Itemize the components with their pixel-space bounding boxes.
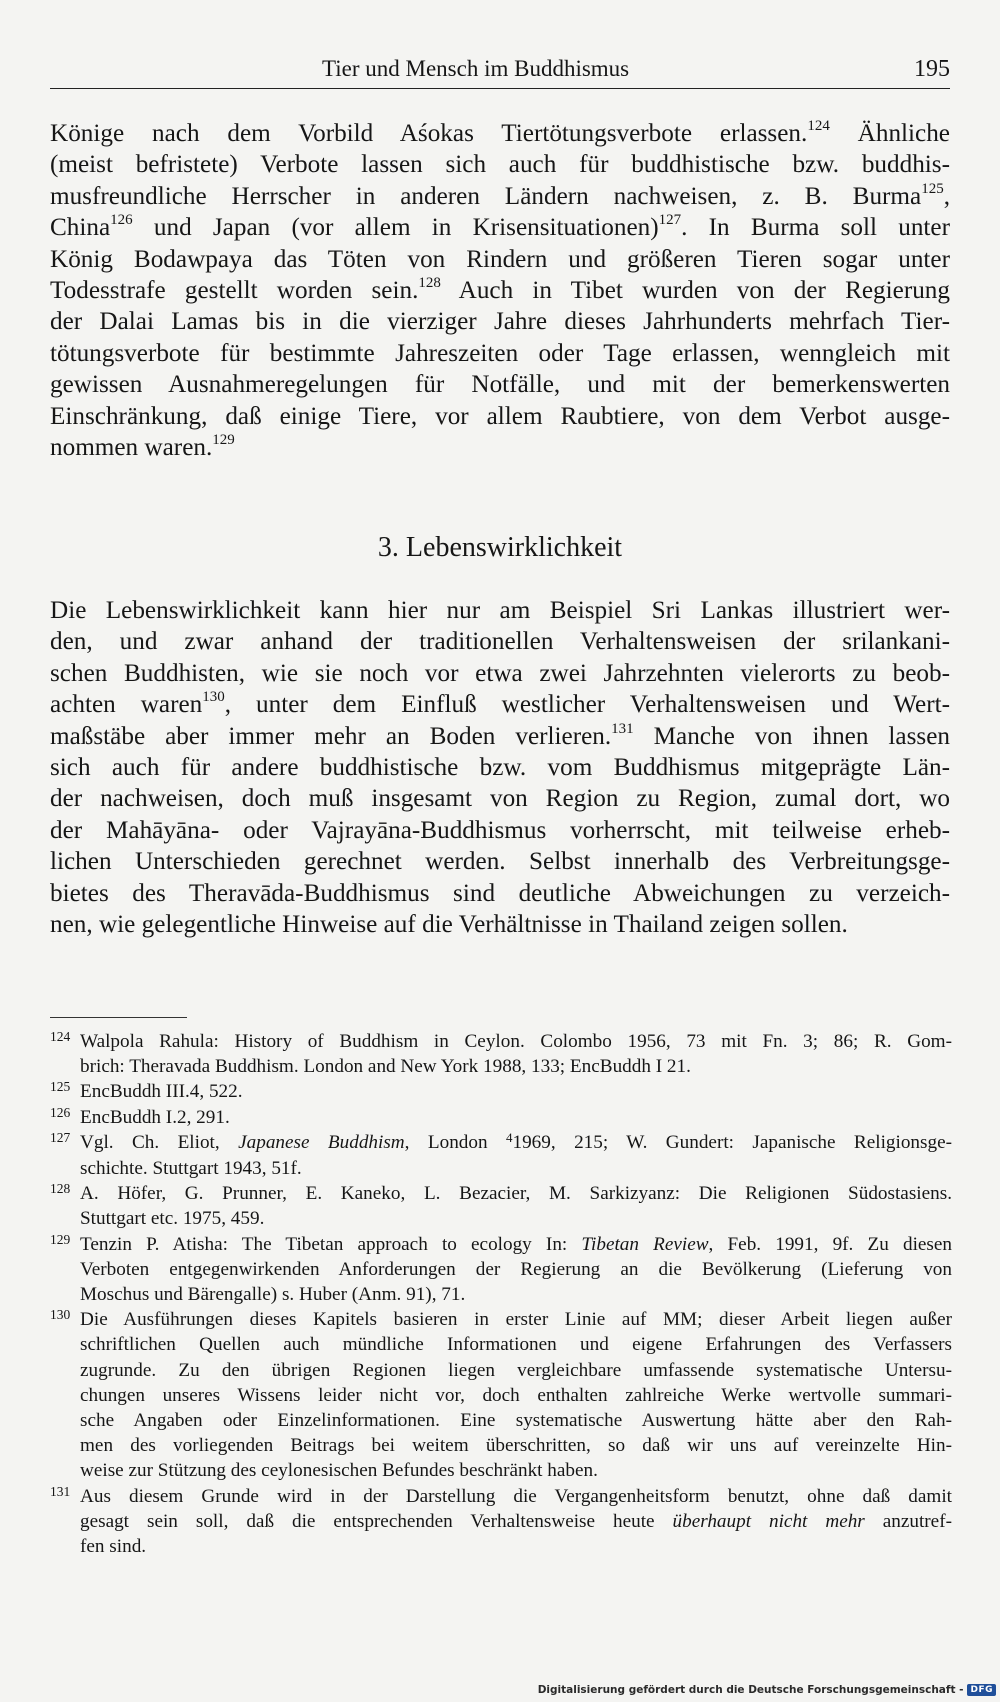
footnote-line: Die Ausführungen dieses Kapitels basieren in erster Linie auf MM; dieser Arbeit liegen außer [80,1309,952,1331]
text-line [50,595,950,626]
footnote-128 [50,1181,952,1231]
footnote-line: schichte. Stuttgart 1943, 51f. [80,1158,302,1180]
text-run: lichen Unterschieden gerechnet werden. Selbst innerhalb des Verbreitungsge- [50,848,950,876]
footnote-125 [50,1079,952,1104]
italic-title: überhaupt nicht mehr [672,1510,865,1532]
text-run: Manche von ihnen lassen [633,722,950,750]
text-run: der nachweisen, doch muß insgesamt von Region zu Region, zumal dort, wo [50,785,950,813]
footnote-line: men des vorliegenden Beitrags bei weitem überschritten, so daß wir uns auf vereinzelte Hin- [80,1435,952,1457]
text-run: Könige nach dem Vorbild Aśokas Tiertötungsverbote erlassen. [50,120,808,147]
footnote-line: Verboten entgegenwirkenden Anforderungen der Regierung an die Bevölkerung (Lieferung von [80,1258,952,1280]
text-line [50,118,950,149]
text-run: und Japan (vor allem in Krisensituationen) [132,214,659,242]
footnote-number: 130 [50,1307,71,1323]
text-run: Einschränkung, daß einige Tiere, vor allem Raubtiere, von dem Verbot ausge- [50,402,950,430]
footnote-number: 128 [50,1181,71,1197]
text-run: Todesstrafe gestellt worden sein. [50,277,419,305]
text-run: der Dalai Lamas bis in die vierziger Jahre dieses Jahrhunderts mehrfach Tier- [50,308,950,336]
text-run: der Mahāyāna- oder Vajrayāna-Buddhismus vorherrscht, mit teilweise erheb- [50,816,950,844]
footnote-line: Stuttgart etc. 1975, 459. [80,1208,265,1230]
text-run: bietes des Theravāda-Buddhismus sind deutliche Abweichungen zu verzeich- [50,879,950,907]
footnote-number: 124 [50,1029,71,1044]
text-line [50,275,950,306]
footnote-line: weise zur Stützung des ceylonesischen Befundes beschränkt haben. [80,1460,598,1482]
text-line [50,181,950,212]
text-line [50,369,950,400]
footnote-126 [50,1105,952,1130]
footnote-line: A. Höfer, G. Prunner, E. Kaneko, L. Bezacier, M. Sarkizyanz: Die Religionen Südostasiens. [80,1183,952,1205]
italic-title: Tibetan Review [581,1233,709,1255]
footnote-line: Tenzin P. Atisha: The Tibetan approach to ecology In: Tibetan Review, Feb. 1991, 9f. Zu diesen [80,1233,952,1255]
text-run: achten waren [50,691,203,719]
text-run: Die Lebenswirklichkeit kann hier nur am Beispiel Sri Lankas illustriert wer- [50,597,950,624]
footnote-line: sche Angaben oder Einzelinformationen. Eine systematische Auswertung hätte aber den Rah- [80,1410,952,1432]
footnote-reference: 126 [110,212,133,229]
credit-text: Digitalisierung gefördert durch die Deutsche Forschungsgemeinschaft - [537,1684,964,1696]
text-line [50,815,950,846]
text-run: musfreundliche Herrscher in anderen Ländern nachweisen, z. B. Burma [50,182,922,210]
text-run: den, und zwar anhand der traditionellen Verhaltensweisen der srilankani- [50,628,950,656]
footnote-reference: 125 [921,180,944,197]
footnote-reference: 128 [418,275,441,292]
text-run: Auch in Tibet wurden von der Regierung [440,277,950,305]
footnote-number: 125 [50,1079,71,1095]
text-line [50,338,950,369]
running-title: Tier und Mensch im Buddhismus [322,56,630,81]
text-run: sich auch für andere buddhistische bzw. vom Buddhismus mitgeprägte Län- [50,754,950,782]
text-line [50,721,950,752]
text-run: . In Burma soll unter [681,214,950,242]
text-line [50,752,950,783]
footnote-131 [50,1484,952,1560]
text-run: , unter dem Einfluß westlicher Verhaltensweisen und Wert- [224,691,950,719]
text-run: China [50,214,111,242]
footnote-line: schriftlichen Quellen auch mündliche Informationen und eigene Erfahrungen des Verfassers [80,1334,952,1356]
text-run: maßstäbe aber immer mehr an Boden verlieren. [50,722,612,750]
text-run: nommen waren. [50,434,213,462]
footnote-124 [50,1029,952,1079]
footnote-rule [50,1017,187,1018]
footnote-line: Moschus und Bärengalle) s. Huber (Anm. 91), 71. [80,1284,466,1306]
paragraph-lebenswirklichkeit [50,595,950,940]
text-line [50,244,950,275]
digitization-credit [538,1684,996,1696]
text-line [50,658,950,689]
footnote-line: zugrunde. Zu den übrigen Regionen liegen vergleichbare umfassende systematische Untersu- [80,1359,952,1381]
footnote-line: Aus diesem Grunde wird in der Darstellung die Vergangenheitsform benutzt, ohne daß damit [80,1485,952,1507]
text-run: tötungsverbote für bestimmte Jahreszeiten oder Tage erlassen, wenngleich mit [50,339,950,367]
footnote-130 [50,1307,952,1483]
footnote-number: 131 [50,1483,71,1499]
text-line [50,783,950,814]
text-line [50,212,950,243]
text-run: gewissen Ausnahmeregelungen für Notfälle, und mit der bemerkenswerten [50,371,950,399]
text-line [50,306,950,337]
section-heading: 3. Lebenswirklichkeit [377,532,623,563]
text-run: König Bodawpaya das Töten von Rindern und größeren Tieren sogar unter [50,245,950,273]
footnote-127 [50,1130,952,1181]
footnote-reference: 124 [807,118,830,134]
page-number: 195 [914,56,950,82]
dfg-logo: DFG [967,1684,996,1696]
text-run: nen, wie gelegentliche Hinweise auf die Verhältnisse in Thailand zeigen sollen. [50,911,848,939]
text-run: , [943,182,950,210]
footnote-reference: 131 [611,720,634,737]
edition-superscript: 4 [505,1129,513,1145]
footnote-number: 126 [50,1104,71,1120]
footnote-line: Vgl. Ch. Eliot, Japanese Buddhism, London $^4$1969, 215; W. Gundert: Japanische Religionsge- [80,1129,952,1153]
text-line [50,149,950,180]
paragraph-intro [50,118,950,463]
text-run: Ähnliche [829,120,950,147]
italic-title: Japanese Buddhism [238,1131,405,1153]
footnote-number: 129 [50,1231,71,1247]
text-run: (meist befristete) Verbote lassen sich auch für buddhistische bzw. buddhis- [50,151,950,179]
footnote-line: EncBuddh I.2, 291. [80,1106,230,1128]
footnote-reference: 129 [212,432,235,449]
text-line [50,626,950,657]
footnote-line: Walpola Rahula: History of Buddhism in Ceylon. Colombo 1956, 73 mit Fn. 3; 86; R. Gom- [80,1031,952,1052]
footnotes [50,1029,952,1559]
running-head [50,54,950,89]
footnote-line: EncBuddh III.4, 522. [80,1081,243,1103]
text-line [50,878,950,909]
footnote-129 [50,1232,952,1308]
footnote-number: 127 [50,1129,71,1145]
footnote-line: chungen unseres Wissens leider nicht vor, doch enthalten zahlreiche Werke wertvolle summari- [80,1384,952,1406]
footnote-reference: 130 [202,689,225,706]
text-run: schen Buddhisten, wie sie noch vor etwa zwei Jahrzehnten vielerorts zu beob- [50,659,950,687]
footnote-line: fen sind. [80,1536,147,1558]
text-line [50,432,950,463]
footnote-line: gesagt sein soll, daß die entsprechenden Verhaltensweise heute überhaupt nicht mehr anzutref- [80,1510,952,1532]
footnote-line: brich: Theravada Buddhism. London and New York 1988, 133; EncBuddh I 21. [80,1056,691,1078]
text-line [50,401,950,432]
text-line [50,846,950,877]
text-line [50,689,950,720]
footnote-reference: 127 [658,212,682,229]
text-line [50,909,950,940]
